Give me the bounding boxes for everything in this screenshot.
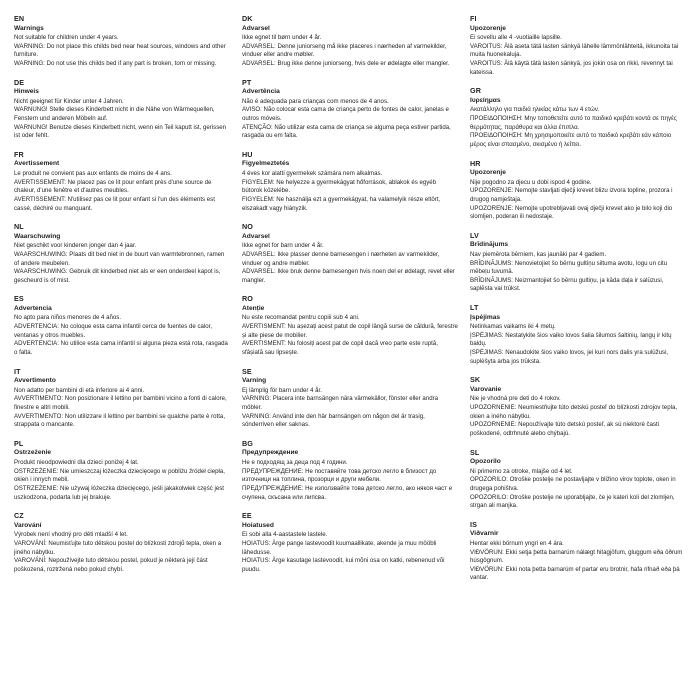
language-code: NO xyxy=(242,222,253,232)
column-1 xyxy=(14,14,230,692)
warning-line: AVISO: Não colocar esta cama de criança perto de fontes de calor, janelas e outros móveis. xyxy=(242,106,449,122)
warning-entry-sl xyxy=(470,448,686,511)
warning-line: ĮSPĖJIMAS: Nestatykite šios vaiko lovos šalia šilumos šaltinių, langų ir kitų baldų. xyxy=(470,331,672,348)
warning-entry-lv xyxy=(470,231,686,294)
warning-line: UPOZORNENIE: Nepoužívajte túto detskú posteľ, ak sú niektoré časti poškodené, odtrhnuté alebo chýbajú. xyxy=(470,421,660,437)
language-code: NL xyxy=(14,222,24,232)
language-code: DK xyxy=(242,14,253,23)
language-code: ES xyxy=(14,294,24,304)
warning-line: ADVERTENCIA: No coloque esta cama infantil cerca de fuentes de calor, ventanas y otros muebles. xyxy=(14,323,213,339)
warning-entry-bg xyxy=(242,439,458,502)
warning-heading: Viðvarnir xyxy=(470,530,499,538)
language-code: HR xyxy=(470,158,481,168)
warning-line: Produkt nieodpowiedni dla dzieci poniżej 4 lat. xyxy=(14,459,139,467)
warning-entry-ee xyxy=(242,511,458,574)
warning-line: Ikke egnet for barn under 4 år. xyxy=(242,242,324,250)
warning-heading: Предупреждение xyxy=(242,449,299,457)
warning-heading: Įspėjimas xyxy=(470,313,501,321)
warning-line: Ei sobi alla 4-aastastele lastele. xyxy=(242,531,328,539)
warning-line: VARNING: Använd inte den här barnsängen om någon del är trasig, sönderriven eller saknas. xyxy=(242,412,425,429)
language-code: FI xyxy=(470,14,477,23)
warning-line: Nu este recomandat pentru copiii sub 4 ani. xyxy=(242,314,360,322)
warning-line: OSTRZEŻENIE: Nie umieszczaj łóżeczka dziecięcego w pobliżu źródeł ciepła, okien i innych mebli. xyxy=(14,467,225,484)
warning-line: ΠΡΟΕΙΔΟΠΟΙΗΣΗ: Μη χρησιμοποιείτε αυτό το παιδικό κρεβάτι εάν κάποιο μέρος είναι σπασμένο, σκισμένο ή λείπει. xyxy=(470,132,672,148)
language-code: BG xyxy=(242,438,253,448)
warning-line: Не е подходящ за деца под 4 години. xyxy=(242,459,348,467)
language-code: SE xyxy=(242,366,252,376)
warning-line: Le produit ne convient pas aux enfants de moins de 4 ans. xyxy=(14,169,172,177)
warning-heading: Upozorenje xyxy=(470,24,506,32)
warning-line: Nie je vhodná pre deti do 4 rokov. xyxy=(470,395,561,403)
warning-line: ADVARSEL: Brug ikke denne juniorseng, hvis dele er ødelagte eller mangler. xyxy=(242,59,450,67)
warning-line: Not suitable for children under 4 years. xyxy=(14,34,119,42)
warning-line: UPOZORENJE: Nemojte upotrebljavati ovaj dječji krevet ako je bilo koji dio slomljen, poderan ili nedostaje. xyxy=(470,204,673,221)
warning-entry-fr xyxy=(14,150,230,213)
warning-line: VAROVÁNÍ: Nepoužívejte tuto dětskou postel, pokud je některá její část poškozená, roztržená nebo pokud chybí. xyxy=(14,557,208,573)
warning-line: Niet geschikt voor kinderen jonger dan 4 jaar. xyxy=(14,242,137,250)
warning-heading: Brīdinājums xyxy=(470,241,509,249)
warning-line: Non adatto per bambini di età inferiore ai 4 anni. xyxy=(14,386,145,394)
warning-line: Nije pogodno za djecu u dobi ispod 4 godine. xyxy=(470,178,592,186)
warning-heading: Hoiatused xyxy=(242,521,274,529)
warning-line: BRĪDINĀJUMS: Nenovietojiet šo bērnu gultiņu siltuma avotu, logu un citu mēbeļu tuvumā. xyxy=(470,259,668,276)
column-3 xyxy=(470,14,686,692)
warning-line: UPOZORNENIE: Neumiestňujte túto detskú posteľ do blízkosti zdrojov tepla, okien a iného nábytku. xyxy=(470,404,678,420)
warning-line: AVERTISSEMENT: Ne placez pas ce lit pour enfant près d'une source de chaleur, d'une fenêtre et d'autres meubles. xyxy=(14,178,212,195)
warning-heading: Avvertimento xyxy=(14,377,56,385)
language-code: SK xyxy=(470,375,481,385)
language-code: PT xyxy=(242,77,252,87)
warning-line: AVVERTIMENTO: Non posizionare il lettino per bambini vicino a fonti di calore, finestre e altri mobili. xyxy=(14,395,227,412)
warning-line: ĮSPĖJIMAS: Nenaudokite šios vaiko lovos, jei kuri nors dalis yra sulūžusi, suplėšyta arba jos trūksta. xyxy=(470,349,669,365)
warning-line: WARNING: Do not place this childs bed near heat sources, windows and other furniture. xyxy=(14,42,226,59)
warning-heading: Avertissement xyxy=(14,160,60,168)
warning-entry-pl xyxy=(14,439,230,502)
language-code: LT xyxy=(470,303,479,313)
warning-heading: Warnings xyxy=(14,24,44,32)
warning-heading: Opozorilo xyxy=(470,458,501,466)
warning-line: VARNING: Placera inte barnsängen nära värmekällor, fönster eller andra möbler. xyxy=(242,395,438,412)
warning-entry-hu xyxy=(242,150,458,213)
warning-line: WARNUNG! Benutze dieses Kinderbett nicht, wenn ein Teil kaputt ist, gerissen ist oder fehlt. xyxy=(14,123,227,140)
language-code: FR xyxy=(14,149,24,159)
warning-line: VIÐVÖRUN: Ekki nota þetta barnarúm ef partar eru brotnir, hafa rifnað eða þá vantar. xyxy=(470,565,680,582)
warning-line: Výrobek není vhodný pro děti mladší 4 let. xyxy=(14,531,128,539)
language-code: GR xyxy=(470,86,481,96)
warning-heading: Ostrzeżenie xyxy=(14,449,52,457)
warning-entry-no xyxy=(242,222,458,285)
language-code: EN xyxy=(14,14,25,23)
warning-line: WAARSCHUWING: Plaats dit bed niet in de buurt van warmtebronnen, ramen of andere meubelen. xyxy=(14,250,225,267)
warning-line: VAROITUS: Älä aseta tätä lasten sänkyä lähelle lämmönlähteitä, ikkunoita tai muita huonekaluja. xyxy=(470,42,679,59)
warning-line: UPOZORENJE: Nemojte stavljati dječji krevet blizu izvora topline, prozora i drugog namještaja. xyxy=(470,187,673,203)
warning-entry-gr xyxy=(470,86,686,149)
warning-line: FIGYELEM: Ne használja ezt a gyermekágyat, ha valamelyik része eltört, elszakadt vagy hiányzik. xyxy=(242,195,441,212)
warning-entry-sk xyxy=(470,375,686,438)
warning-heading: Varning xyxy=(242,377,267,385)
warning-entry-ro xyxy=(242,294,458,357)
warning-line: WARNUNG! Stelle dieses Kinderbett nicht in die Nähe von Wärmequellen, Fenstern und anderen Möbeln auf. xyxy=(14,106,215,122)
language-code: PL xyxy=(14,438,24,448)
warning-line: ПРЕДУПРЕЖДЕНИЕ: Не поставяйте това детско легло в близост до източници на топлина, прозорци и други мебели. xyxy=(242,467,437,484)
warning-line: Ακατάλληλο για παιδιά ηλικίας κάτω των 4 ετών. xyxy=(470,106,600,114)
warning-line: Nav piemērota bērniem, kas jaunāki par 4 gadiem. xyxy=(470,250,607,258)
warning-entry-pt xyxy=(242,78,458,141)
warning-line: 4 éves kor alatti gyermekek számára nem alkalmas. xyxy=(242,169,383,177)
warning-line: ATENÇÃO: Não utilizar esta cama de criança se alguma peça estiver partida, rasgada ou em falta. xyxy=(242,123,451,140)
language-code: HU xyxy=(242,149,253,159)
warning-line: AVVERTIMENTO: Non utilizzare il lettino per bambini se qualche parte è rotta, strappata o mancante. xyxy=(14,412,226,429)
warning-heading: Hinweis xyxy=(14,88,39,96)
warning-entry-fi xyxy=(470,14,686,77)
warning-line: AVERTISMENT: Nu folosiți acest pat de copil dacă vreo parte este ruptă, sfâșiată sau lipsește. xyxy=(242,340,438,357)
language-code: EE xyxy=(242,511,252,521)
warning-entry-nl xyxy=(14,222,230,285)
warning-line: ADVARSEL: Ikke plasser denne barnesengen i nærheten av varmekilder, vinduer og andre møbler. xyxy=(242,250,440,267)
warning-line: FIGYELEM: Ne helyezze a gyermekágyat hőforrások, ablakok és egyéb bútorok közelébe. xyxy=(242,178,437,195)
warning-line: BRĪDINĀJUMS: Neizmantojiet šo bērnu gultiņu, ja kāda daļa ir salūzusi, saplēsta vai trūkst. xyxy=(470,276,664,293)
warning-line: AVERTISMENT: Nu așezați acest patut de copil lângă surse de căldură, ferestre și alte piese de mobilier. xyxy=(242,323,458,339)
warning-entry-cz xyxy=(14,511,230,574)
warning-line: Netinkamas vaikams iki 4 metų. xyxy=(470,323,556,331)
warning-line: ΠΡΟΕΙΔΟΠΟΙΗΣΗ: Μην τοποθετείτε αυτό το παιδικό κρεβάτι κοντά σε πηγές θερμότητας, παράθυρα και άλλα έπιπλα. xyxy=(470,114,677,131)
warning-entry-en xyxy=(14,14,230,69)
warning-line: Ei sovellu alle 4 -vuotiaille lapsille. xyxy=(470,34,562,42)
warning-entry-is xyxy=(470,520,686,583)
warning-heading: Ιυρείημαs xyxy=(470,96,501,104)
warning-line: ADVARSEL: Ikke bruk denne barnesengen hvis noen del er ødelagt, revet eller mangler. xyxy=(242,268,455,284)
warning-entry-se xyxy=(242,367,458,430)
warning-line: HOIATUS: Ärge kasutage lastevoodit, kui mõni osa on katki, rebenenud või puudu. xyxy=(242,557,445,573)
warning-line: VAROITUS: Älä käytä tätä lasten sänkyä, jos jokin osa on rikki, revennyt tai kateissa. xyxy=(470,59,673,76)
warning-line: Ej lämplig för barn under 4 år. xyxy=(242,386,322,394)
warning-line: WARNING: Do not use this childs bed if any part is broken, torn or missing. xyxy=(14,59,217,67)
language-code: SL xyxy=(470,447,480,457)
warning-heading: Varování xyxy=(14,521,42,529)
warning-line: ADVERTENCIA: No utilice esta cama infantil si alguna pieza está rota, rasgada o falta. xyxy=(14,340,228,357)
warning-line: WAARSCHUWING: Gebruik dit kinderbed niet als er een onderdeel kapot is, gescheurd is of mist. xyxy=(14,268,221,284)
warning-heading: Atenție xyxy=(242,304,265,312)
warning-line: Ikke egnet til børn under 4 år. xyxy=(242,34,322,42)
warning-line: AVERTISSEMENT: N'utilisez pas ce lit pour enfant si l'un des éléments est cassé, déchiré ou manquant. xyxy=(14,195,215,212)
warning-line: VAROVÁNÍ: Neumisťujte tuto dětskou postel do blízkosti zdrojů tepla, oken a jiného nábytku. xyxy=(14,539,222,556)
language-code: IT xyxy=(14,366,21,376)
warning-heading: Advertencia xyxy=(14,304,52,312)
warning-line: Ni primerno za otroke, mlajše od 4 let. xyxy=(470,467,573,475)
language-code: LV xyxy=(470,230,479,240)
warning-line: Não é adequada para crianças com menos de 4 anos. xyxy=(242,97,389,105)
warning-heading: Upozorenje xyxy=(470,169,506,177)
warning-line: OPOZORILO: Otroške postelje ne uporabljajte, če je kateri koli del zlomljen, strgan ali manjka. xyxy=(470,493,675,510)
warning-line: Hentar ekki börnum yngri en 4 ára. xyxy=(470,539,564,547)
warning-heading: Advarsel xyxy=(242,232,270,240)
warning-line: HOIATUS: Ärge pange lastevoodit kuumaallikate, akende ja muu mööbli lähedusse. xyxy=(242,539,437,556)
language-code: CZ xyxy=(14,511,24,521)
warning-heading: Figyelmeztetés xyxy=(242,160,290,168)
warning-heading: Advertência xyxy=(242,88,280,96)
warning-line: Nicht geeignet für Kinder unter 4 Jahren. xyxy=(14,97,124,105)
warning-line: ПРЕДУПРЕЖДЕНИЕ: Не използвайте това детско легло, ако някоя част е счупена, скъсана или липсва. xyxy=(242,484,453,501)
warning-line: OSTRZEŻENIE: Nie używaj łóżeczka dziecięcego, jeśli jakakolwiek część jest uszkodzona, podarta lub jej brakuje. xyxy=(14,484,224,501)
warning-entry-de xyxy=(14,78,230,141)
warning-heading: Waarschuwing xyxy=(14,232,61,240)
warning-line: OPOZORILO: Otroške postelje ne postavljajte v bližino virov toplote, oken in drugega pohištva. xyxy=(470,476,676,492)
warning-line: ADVARSEL: Denne juniorseng må ikke placeres i nærheden af varmekilder, vinduer eller andre møbler. xyxy=(242,42,447,59)
warning-heading: Varovanie xyxy=(470,385,502,393)
warning-line: No apto para niños menores de 4 años. xyxy=(14,314,122,322)
warning-entry-es xyxy=(14,294,230,357)
language-code: DE xyxy=(14,77,25,87)
language-code: IS xyxy=(470,519,477,529)
column-2 xyxy=(242,14,458,692)
warning-line: VIÐVÖRUN: Ekki setja þetta barnarúm nálægt hitagjöfum, gluggum eða öðrum húsgögnum. xyxy=(470,548,683,565)
warning-entry-dk xyxy=(242,14,458,69)
warning-entry-lt xyxy=(470,303,686,366)
warning-heading: Advarsel xyxy=(242,24,270,32)
warning-entry-hr xyxy=(470,159,686,222)
warning-entry-it xyxy=(14,367,230,430)
language-code: RO xyxy=(242,294,253,304)
